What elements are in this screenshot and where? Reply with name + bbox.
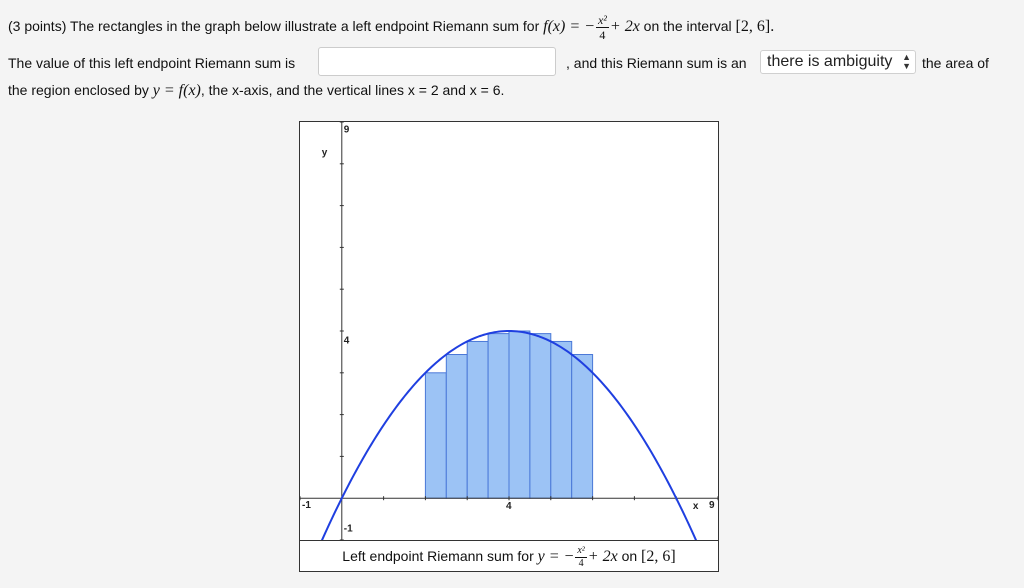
riemann-sum-input[interactable]: [318, 47, 556, 76]
caption-on: on: [617, 548, 642, 564]
riemann-rectangle: [572, 355, 593, 499]
question-line-2-end: the area of: [922, 55, 989, 71]
caption-prefix: Left endpoint Riemann sum for: [342, 548, 538, 564]
y-tick-4: 4: [343, 335, 350, 347]
fraction-denominator: 4: [599, 28, 606, 42]
riemann-rectangle: [530, 334, 551, 499]
riemann-graph: [299, 121, 719, 541]
line3-end: , the x-axis, and the vertical lines x = 2 and x = 6.: [200, 82, 505, 98]
question-line-1: [8, 14, 774, 41]
question-intro: The rectangles in the graph below illustrate a left endpoint Riemann sum for: [66, 18, 544, 35]
interval-label: [2, 6].: [735, 18, 775, 36]
x-tick-4: 4: [506, 501, 512, 513]
riemann-rectangle: [551, 341, 572, 498]
x-tick-neg1: -1: [302, 500, 311, 512]
interval-text: on the interval: [639, 18, 736, 35]
line3-math: y = f(x): [152, 82, 201, 99]
fraction: [596, 14, 609, 41]
caption-tail: + 2x: [587, 548, 618, 565]
line3-start: the region enclosed by: [8, 82, 153, 98]
function-label: f(x) = −: [543, 18, 595, 36]
y-tick-neg1: -1: [343, 523, 353, 535]
caption-y: y = −: [537, 548, 575, 565]
comparison-select[interactable]: [760, 50, 916, 74]
question-line-2-start: The value of this left endpoint Riemann sum is: [8, 55, 296, 71]
graph-caption: [299, 540, 719, 572]
riemann-rectangle: [509, 331, 530, 498]
y-tick-9: 9: [343, 124, 350, 136]
x-tick-9: 9: [709, 500, 715, 512]
question-line-3: [8, 82, 504, 100]
question-line-2-middle: , and this Riemann sum is an: [566, 55, 747, 71]
caption-fraction-numerator: x²: [577, 544, 585, 556]
function-tail: + 2x: [609, 18, 640, 36]
x-axis-label: x: [692, 501, 699, 513]
riemann-rectangle: [425, 373, 446, 498]
caption-fraction-denominator: 4: [578, 557, 584, 569]
up-down-arrows-icon: ▲ ▼: [902, 52, 911, 71]
y-axis-label: y: [321, 147, 328, 159]
comparison-select-value: there is ambiguity: [767, 53, 893, 70]
riemann-rectangle: [446, 355, 467, 499]
riemann-rectangle: [488, 334, 509, 499]
caption-interval: [2, 6]: [641, 548, 676, 565]
points-label: (3 points): [8, 18, 67, 35]
riemann-rectangle: [467, 341, 488, 498]
fraction-numerator: x²: [597, 13, 607, 27]
caption-fraction: [575, 546, 586, 569]
riemann-graph-svg: [300, 122, 718, 540]
